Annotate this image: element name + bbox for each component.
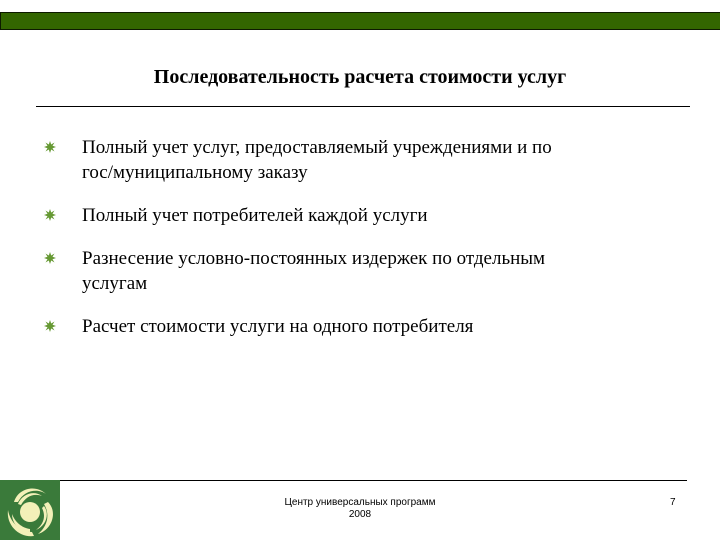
- footer-organization-name: Центр универсальных программ: [284, 497, 436, 508]
- swirl-sun-logo-icon: [0, 480, 60, 540]
- footer-organization: [240, 497, 480, 521]
- bullet-line: Полный учет услуг, предоставляемый учреждениями и по: [82, 137, 552, 158]
- footer-year: 2008: [348, 509, 372, 520]
- bullet-text: [82, 246, 662, 296]
- bullet-line: Разнесение условно-постоянных издержек по отдельным: [82, 248, 546, 269]
- bullet-line: Полный учет потребителей каждой услуги: [82, 205, 428, 226]
- footer-divider: [60, 480, 687, 481]
- bullet-star-icon: [44, 252, 56, 264]
- bullet-line: Расчет стоимости услуги на одного потребителя: [82, 316, 474, 337]
- bullet-star-icon: [44, 209, 56, 221]
- bullet-text: [82, 314, 662, 339]
- bullet-star-icon: [44, 141, 56, 153]
- bullet-text: [82, 203, 662, 228]
- bullet-line: гос/муниципальному заказу: [82, 162, 308, 183]
- page-number: 7: [670, 497, 676, 508]
- top-accent-bar: [0, 12, 720, 30]
- bullet-star-icon: [44, 320, 56, 332]
- bullet-text: [82, 135, 662, 185]
- bullet-line: услугам: [82, 273, 148, 294]
- organization-logo: [0, 480, 60, 540]
- title-divider: [36, 106, 690, 107]
- slide-title: Последовательность расчета стоимости услуг: [153, 66, 567, 88]
